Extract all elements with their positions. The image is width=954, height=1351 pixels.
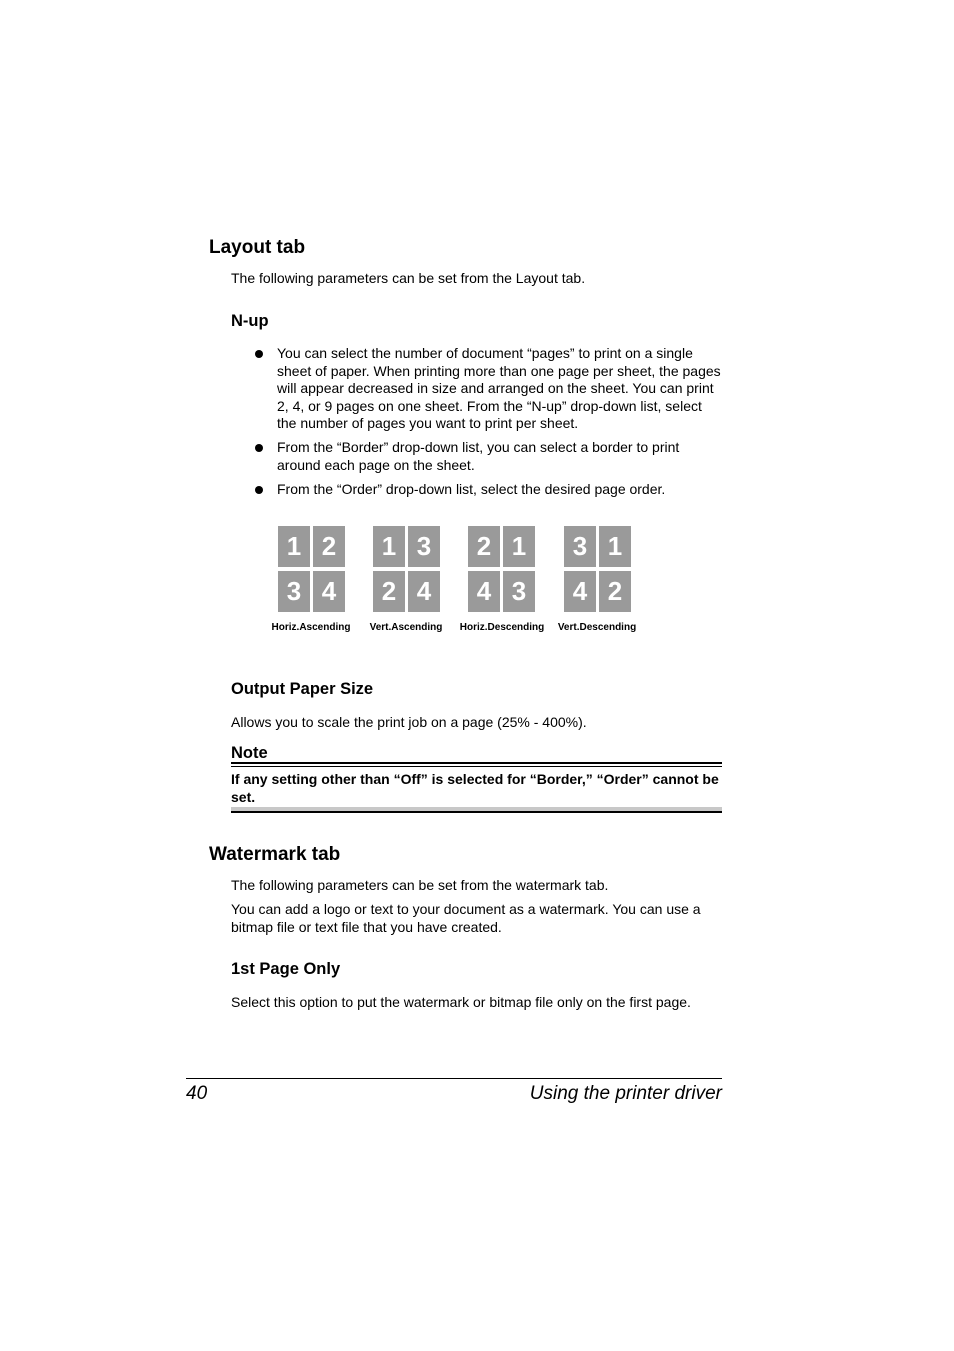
page-cell: 2: [313, 526, 345, 567]
bullet-icon: [255, 486, 263, 494]
footer-divider: [186, 1078, 722, 1079]
bullet-icon: [255, 350, 263, 358]
footer-title: Using the printer driver: [529, 1083, 722, 1104]
watermark-tab-para1: The following parameters can be set from the watermark tab.: [231, 877, 609, 893]
order-caption: Vert.Ascending: [369, 622, 443, 633]
page-cell: 1: [373, 526, 405, 567]
page-cell: 4: [564, 571, 596, 612]
output-paper-size-heading: Output Paper Size: [231, 680, 374, 698]
page-cell: 4: [313, 571, 345, 612]
bullet-text: From the “Order” drop-down list, select the desired page order.: [277, 481, 666, 498]
page-cell: 2: [599, 571, 631, 612]
page-cell: 2: [468, 526, 500, 567]
page-cell: 2: [373, 571, 405, 612]
watermark-tab-para2: You can add a logo or text to your document as a watermark. You can use a bitmap file or text file that you have created.: [231, 901, 701, 935]
note-text: If any setting other than “Off” is selected for “Border,” “Order” cannot be set.: [231, 771, 719, 805]
page-cell: 3: [503, 571, 535, 612]
watermark-tab-heading: Watermark tab: [209, 844, 341, 865]
bullet-icon: [255, 444, 263, 452]
order-caption: Vert.Descending: [557, 622, 637, 633]
note-title: Note: [231, 744, 268, 762]
note-divider: [231, 762, 722, 764]
bullet-text: From the “Border” drop-down list, you can select a border to print around each page on the sheet.: [277, 439, 680, 474]
page-cell: 3: [278, 571, 310, 612]
page-cell: 3: [564, 526, 596, 567]
page-cell: 4: [468, 571, 500, 612]
output-paper-size-text: Allows you to scale the print job on a page (25% - 400%).: [231, 714, 587, 730]
nup-heading: N-up: [231, 312, 269, 330]
page-cell: 1: [599, 526, 631, 567]
page-cell: 1: [503, 526, 535, 567]
page-cell: 1: [278, 526, 310, 567]
page-cell: 4: [408, 571, 440, 612]
first-page-only-heading: 1st Page Only: [231, 960, 341, 978]
list-item: [255, 439, 725, 474]
page-order-diagram: [270, 526, 650, 638]
page-cell: 3: [408, 526, 440, 567]
page-number: 40: [186, 1083, 208, 1104]
order-caption: Horiz.Ascending: [271, 622, 351, 633]
note-divider: [231, 811, 722, 813]
note-divider: [231, 766, 722, 767]
first-page-only-text: Select this option to put the watermark or bitmap file only on the first page.: [231, 994, 691, 1010]
bullet-text: You can select the number of document “pages” to print on a single sheet of paper. When printing more than one page per sheet, the pages will appear decreased in size and arranged on the sheet. You can print 2, 4, or 9 pages on one sheet. From the “N-up” drop-down list, select the number of pages you want to print per sheet.: [277, 345, 721, 432]
list-item: [255, 345, 725, 433]
list-item: [255, 481, 725, 499]
layout-tab-intro: The following parameters can be set from the Layout tab.: [231, 270, 586, 286]
order-caption: Horiz.Descending: [459, 622, 545, 633]
layout-tab-heading: Layout tab: [209, 237, 306, 258]
nup-bullet-list: [255, 345, 725, 505]
